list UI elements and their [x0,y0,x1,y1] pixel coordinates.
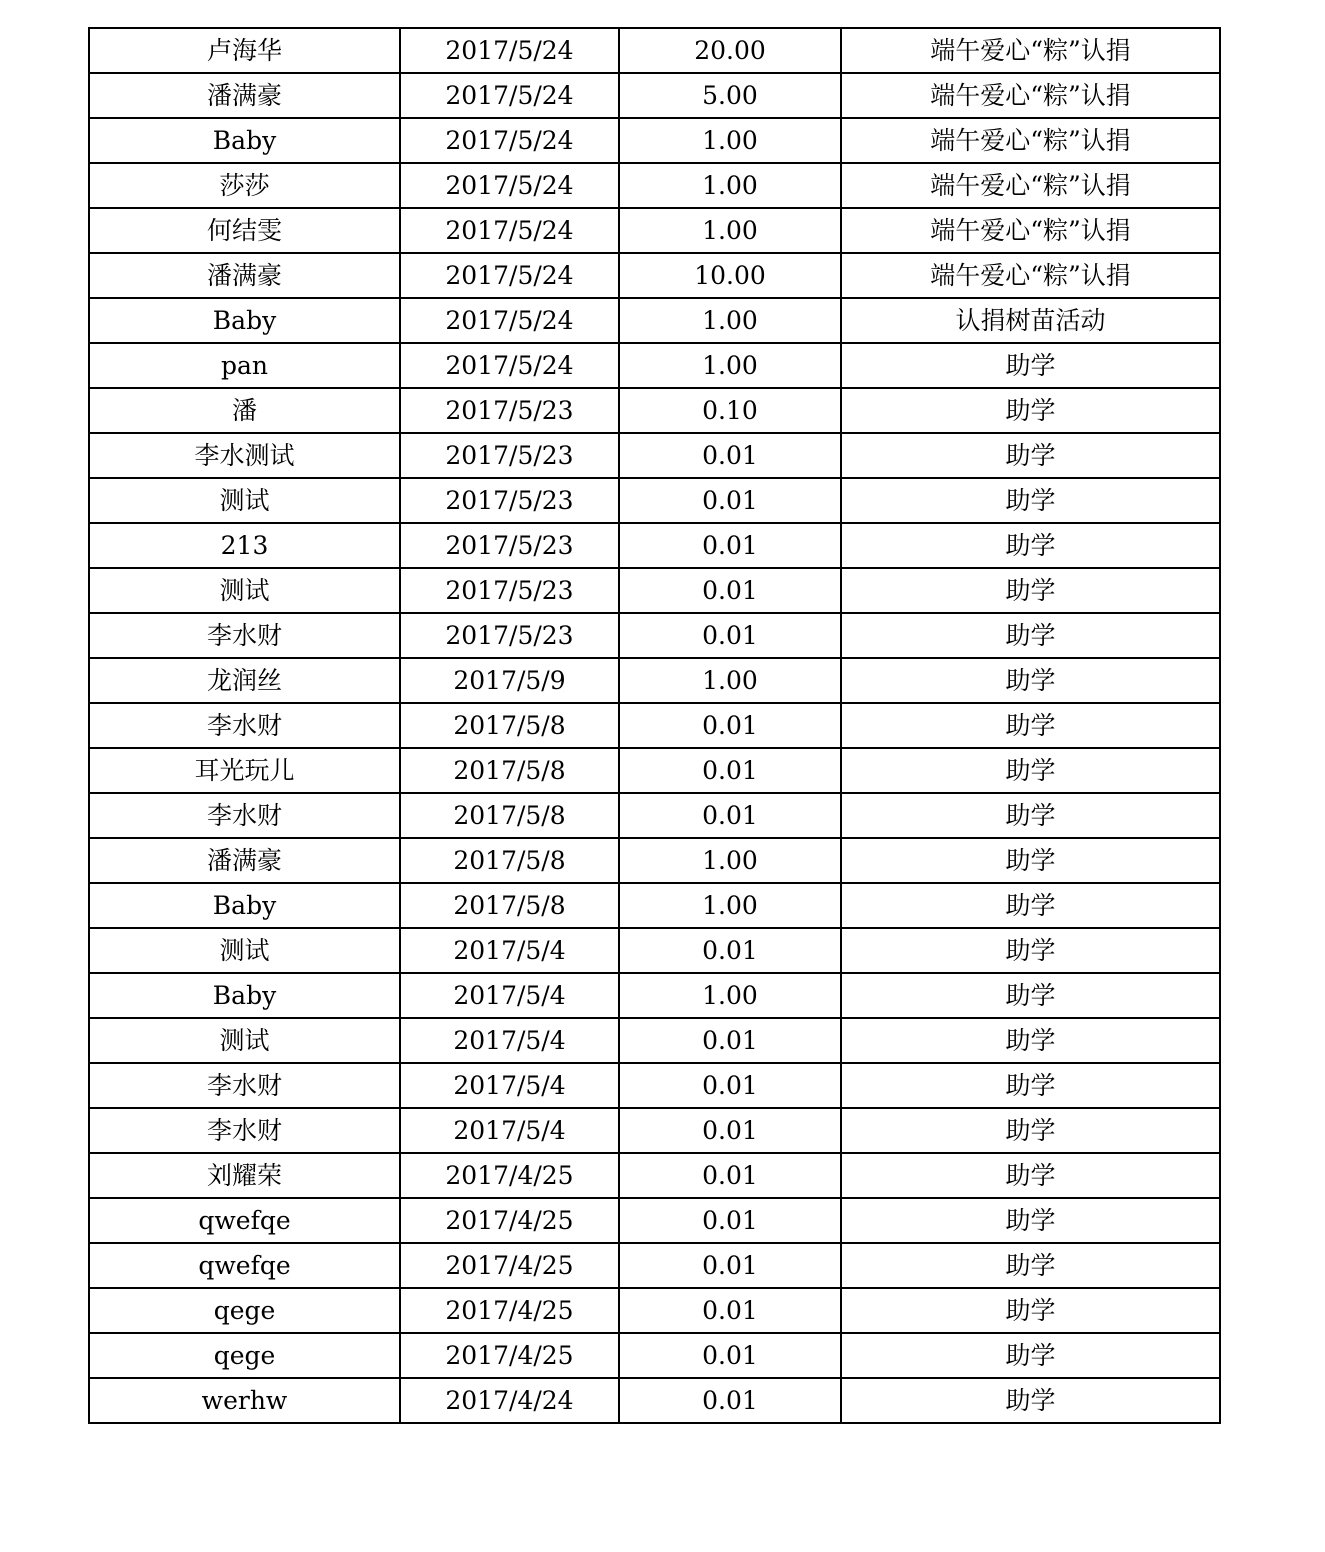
donor-name-cell: 李水测试 [89,433,400,478]
donor-name-cell: Baby [89,883,400,928]
table-row [89,343,1220,388]
donation-amount-cell: 1.00 [619,118,841,163]
donor-name-cell: werhw [89,1378,400,1423]
donation-purpose-cell: 认捐树苗活动 [841,298,1220,343]
table-row [89,433,1220,478]
donation-date-cell: 2017/5/4 [400,973,619,1018]
donation-amount-cell: 0.01 [619,613,841,658]
donation-amount-cell: 0.01 [619,433,841,478]
donor-name-cell: 李水财 [89,793,400,838]
donation-date-cell: 2017/5/24 [400,73,619,118]
table-row [89,1108,1220,1153]
donation-date-cell: 2017/5/8 [400,838,619,883]
donation-amount-cell: 0.01 [619,703,841,748]
table-row [89,613,1220,658]
donor-name-cell: 测试 [89,568,400,613]
donor-name-cell: 何结雯 [89,208,400,253]
table-row [89,1018,1220,1063]
donation-records-body [89,28,1220,1423]
donation-purpose-cell: 助学 [841,568,1220,613]
donation-date-cell: 2017/5/24 [400,28,619,73]
donor-name-cell: 耳光玩儿 [89,748,400,793]
donation-amount-cell: 0.01 [619,568,841,613]
donation-date-cell: 2017/5/23 [400,523,619,568]
donation-amount-cell: 0.01 [619,793,841,838]
donation-date-cell: 2017/5/4 [400,1063,619,1108]
donation-purpose-cell: 助学 [841,883,1220,928]
table-row [89,1288,1220,1333]
donation-purpose-cell: 端午爱心“粽”认捐 [841,118,1220,163]
donation-date-cell: 2017/5/8 [400,883,619,928]
donation-date-cell: 2017/5/8 [400,748,619,793]
donation-date-cell: 2017/4/25 [400,1288,619,1333]
donation-records-table [88,27,1221,1424]
donation-date-cell: 2017/5/24 [400,298,619,343]
donation-date-cell: 2017/5/9 [400,658,619,703]
donation-amount-cell: 10.00 [619,253,841,298]
donation-amount-cell: 1.00 [619,208,841,253]
donation-date-cell: 2017/5/24 [400,343,619,388]
donation-purpose-cell: 助学 [841,1378,1220,1423]
donation-date-cell: 2017/4/25 [400,1243,619,1288]
donation-amount-cell: 0.01 [619,1243,841,1288]
donation-purpose-cell: 助学 [841,1153,1220,1198]
donation-date-cell: 2017/5/24 [400,163,619,208]
donor-name-cell: 潘满豪 [89,253,400,298]
donation-amount-cell: 20.00 [619,28,841,73]
donor-name-cell: 潘 [89,388,400,433]
donation-purpose-cell: 助学 [841,838,1220,883]
donation-date-cell: 2017/5/8 [400,793,619,838]
table-row [89,1063,1220,1108]
donation-date-cell: 2017/5/23 [400,568,619,613]
donation-date-cell: 2017/5/23 [400,613,619,658]
donor-name-cell: Baby [89,298,400,343]
donor-name-cell: qwefqe [89,1243,400,1288]
donation-amount-cell: 1.00 [619,973,841,1018]
donor-name-cell: 测试 [89,1018,400,1063]
table-row [89,973,1220,1018]
donation-amount-cell: 1.00 [619,298,841,343]
table-row [89,253,1220,298]
donation-date-cell: 2017/5/4 [400,1108,619,1153]
donation-amount-cell: 0.01 [619,1198,841,1243]
donor-name-cell: 卢海华 [89,28,400,73]
donation-purpose-cell: 助学 [841,658,1220,703]
donor-name-cell: Baby [89,118,400,163]
donation-purpose-cell: 助学 [841,478,1220,523]
donation-purpose-cell: 助学 [841,1243,1220,1288]
table-row [89,838,1220,883]
donor-name-cell: qege [89,1288,400,1333]
donation-purpose-cell: 助学 [841,703,1220,748]
donation-purpose-cell: 端午爱心“粽”认捐 [841,253,1220,298]
donor-name-cell: 李水财 [89,1108,400,1153]
donation-purpose-cell: 助学 [841,433,1220,478]
table-row [89,748,1220,793]
donation-amount-cell: 0.01 [619,1153,841,1198]
donation-date-cell: 2017/4/25 [400,1198,619,1243]
table-row [89,703,1220,748]
donation-purpose-cell: 助学 [841,388,1220,433]
donation-amount-cell: 5.00 [619,73,841,118]
donation-purpose-cell: 助学 [841,343,1220,388]
table-row [89,73,1220,118]
donation-purpose-cell: 助学 [841,1288,1220,1333]
donation-amount-cell: 0.01 [619,1108,841,1153]
table-row [89,208,1220,253]
donation-amount-cell: 0.10 [619,388,841,433]
donation-amount-cell: 0.01 [619,523,841,568]
table-row [89,28,1220,73]
donation-amount-cell: 0.01 [619,928,841,973]
donation-date-cell: 2017/5/23 [400,388,619,433]
table-row [89,118,1220,163]
table-row [89,478,1220,523]
donation-amount-cell: 1.00 [619,163,841,208]
table-row [89,388,1220,433]
table-row [89,928,1220,973]
donor-name-cell: 潘满豪 [89,73,400,118]
donor-name-cell: 李水财 [89,613,400,658]
donor-name-cell: 测试 [89,478,400,523]
donation-date-cell: 2017/5/24 [400,253,619,298]
donation-purpose-cell: 助学 [841,1018,1220,1063]
donation-purpose-cell: 助学 [841,1198,1220,1243]
donation-purpose-cell: 助学 [841,1333,1220,1378]
donor-name-cell: 潘满豪 [89,838,400,883]
table-row [89,1333,1220,1378]
donation-amount-cell: 1.00 [619,658,841,703]
donation-purpose-cell: 端午爱心“粽”认捐 [841,208,1220,253]
donation-date-cell: 2017/4/24 [400,1378,619,1423]
donation-amount-cell: 0.01 [619,1018,841,1063]
donation-amount-cell: 0.01 [619,478,841,523]
donation-date-cell: 2017/5/24 [400,208,619,253]
donation-purpose-cell: 助学 [841,613,1220,658]
donor-name-cell: 李水财 [89,1063,400,1108]
donor-name-cell: 213 [89,523,400,568]
donation-amount-cell: 0.01 [619,1063,841,1108]
donation-amount-cell: 0.01 [619,1333,841,1378]
donation-amount-cell: 1.00 [619,343,841,388]
table-row [89,298,1220,343]
donor-name-cell: qwefqe [89,1198,400,1243]
donation-amount-cell: 1.00 [619,883,841,928]
donor-name-cell: 测试 [89,928,400,973]
table-row [89,1153,1220,1198]
donation-date-cell: 2017/4/25 [400,1153,619,1198]
donation-date-cell: 2017/5/4 [400,928,619,973]
donor-name-cell: 莎莎 [89,163,400,208]
donation-amount-cell: 1.00 [619,838,841,883]
table-row [89,1198,1220,1243]
table-row [89,523,1220,568]
donation-purpose-cell: 助学 [841,1063,1220,1108]
table-row [89,568,1220,613]
table-row [89,1378,1220,1423]
donation-date-cell: 2017/5/23 [400,478,619,523]
donation-purpose-cell: 助学 [841,973,1220,1018]
table-row [89,658,1220,703]
donor-name-cell: qege [89,1333,400,1378]
donor-name-cell: 刘耀荣 [89,1153,400,1198]
table-row [89,793,1220,838]
donation-purpose-cell: 助学 [841,1108,1220,1153]
donation-date-cell: 2017/4/25 [400,1333,619,1378]
donation-amount-cell: 0.01 [619,1288,841,1333]
donor-name-cell: 龙润丝 [89,658,400,703]
donation-amount-cell: 0.01 [619,748,841,793]
donation-date-cell: 2017/5/4 [400,1018,619,1063]
table-row [89,1243,1220,1288]
donation-purpose-cell: 端午爱心“粽”认捐 [841,163,1220,208]
donation-date-cell: 2017/5/8 [400,703,619,748]
donor-name-cell: Baby [89,973,400,1018]
donation-date-cell: 2017/5/24 [400,118,619,163]
donation-purpose-cell: 助学 [841,748,1220,793]
donor-name-cell: 李水财 [89,703,400,748]
donation-purpose-cell: 助学 [841,523,1220,568]
donation-purpose-cell: 端午爱心“粽”认捐 [841,28,1220,73]
donor-name-cell: pan [89,343,400,388]
donation-purpose-cell: 端午爱心“粽”认捐 [841,73,1220,118]
table-row [89,163,1220,208]
donation-date-cell: 2017/5/23 [400,433,619,478]
donation-purpose-cell: 助学 [841,928,1220,973]
donation-amount-cell: 0.01 [619,1378,841,1423]
table-row [89,883,1220,928]
donation-purpose-cell: 助学 [841,793,1220,838]
